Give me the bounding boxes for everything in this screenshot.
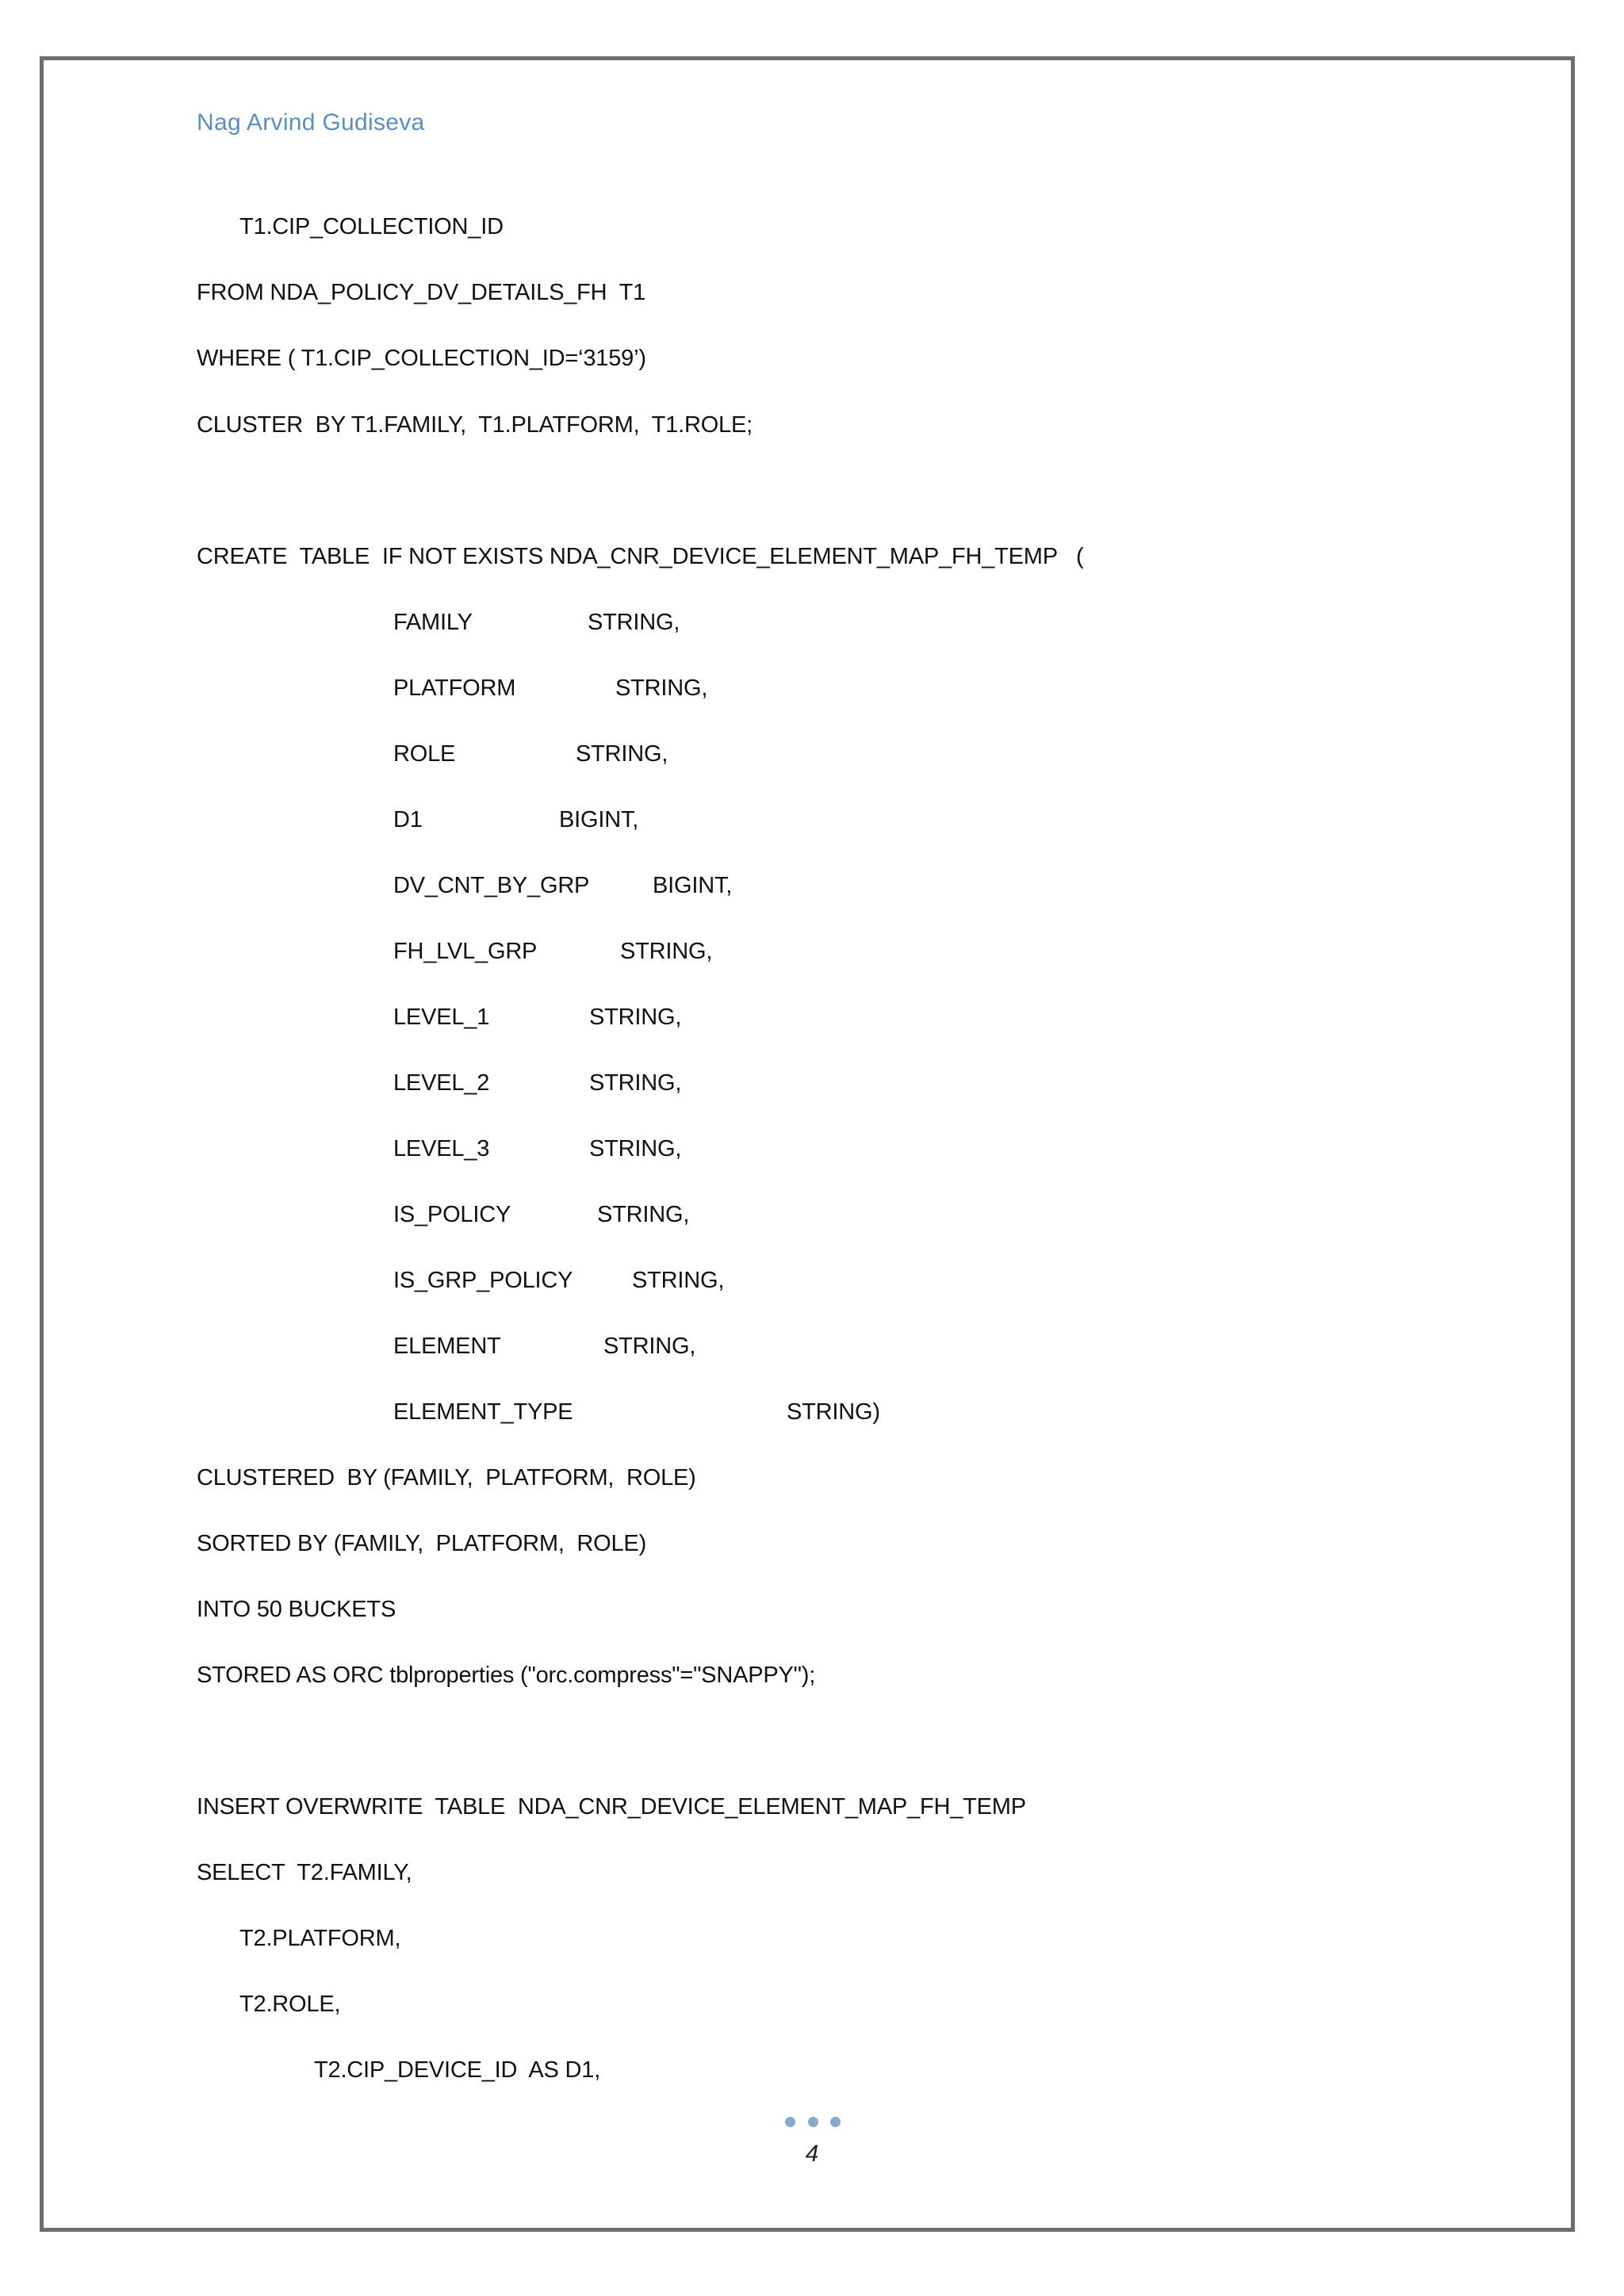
dot-icon — [808, 2117, 818, 2127]
column-name: PLATFORM — [393, 675, 516, 701]
code-line: CREATE TABLE IF NOT EXISTS NDA_CNR_DEVICE_ELEMENT_MAP_FH_TEMP ( — [197, 544, 1084, 569]
column-type: STRING, — [589, 1004, 682, 1030]
column-name: LEVEL_3 — [393, 1136, 490, 1161]
code-line: INTO 50 BUCKETS — [197, 1597, 396, 1622]
code-line: WHERE ( T1.CIP_COLLECTION_ID=‘3159’) — [197, 346, 646, 371]
column-type: BIGINT, — [559, 807, 639, 832]
code-line: T2.ROLE, — [239, 1992, 341, 2017]
column-name: LEVEL_2 — [393, 1070, 490, 1096]
code-line: CLUSTERED BY (FAMILY, PLATFORM, ROLE) — [197, 1465, 696, 1490]
code-line: T2.CIP_DEVICE_ID AS D1, — [314, 2057, 601, 2083]
dot-icon — [785, 2117, 795, 2127]
author-name: Nag Arvind Gudiseva — [197, 109, 425, 136]
code-line: FROM NDA_POLICY_DV_DETAILS_FH T1 — [197, 280, 646, 305]
column-name: FH_LVL_GRP — [393, 939, 538, 964]
column-type: STRING, — [597, 1202, 690, 1227]
column-name: IS_GRP_POLICY — [393, 1268, 573, 1293]
column-type: STRING, — [588, 610, 680, 635]
column-name: FAMILY — [393, 610, 473, 635]
code-line: SORTED BY (FAMILY, PLATFORM, ROLE) — [197, 1531, 647, 1556]
column-name: D1 — [393, 807, 423, 832]
column-type: STRING, — [589, 1070, 682, 1096]
code-line: CLUSTER BY T1.FAMILY, T1.PLATFORM, T1.ROLE; — [197, 412, 753, 438]
code-line: INSERT OVERWRITE TABLE NDA_CNR_DEVICE_ELEMENT_MAP_FH_TEMP — [197, 1794, 1026, 1820]
column-type: STRING, — [576, 741, 668, 767]
column-name: ELEMENT_TYPE — [393, 1399, 573, 1425]
page-number: 4 — [805, 2141, 819, 2167]
code-line: T1.CIP_COLLECTION_ID — [239, 214, 504, 239]
column-type: STRING, — [589, 1136, 682, 1161]
column-type: STRING) — [787, 1399, 880, 1425]
column-name: LEVEL_1 — [393, 1004, 490, 1030]
column-name: ELEMENT — [393, 1334, 501, 1359]
column-type: STRING, — [620, 939, 713, 964]
column-name: DV_CNT_BY_GRP — [393, 873, 590, 898]
column-type: BIGINT, — [653, 873, 733, 898]
code-line: SELECT T2.FAMILY, — [197, 1860, 412, 1885]
code-line: T2.PLATFORM, — [239, 1926, 401, 1951]
dot-icon — [830, 2117, 841, 2127]
column-name: ROLE — [393, 741, 456, 767]
column-name: IS_POLICY — [393, 1202, 511, 1227]
footer-dots — [785, 2117, 841, 2128]
column-type: STRING, — [615, 675, 708, 701]
page-border — [40, 56, 1575, 2232]
column-type: STRING, — [632, 1268, 725, 1293]
code-line: STORED AS ORC tblproperties ("orc.compress"="SNAPPY"); — [197, 1663, 816, 1688]
column-type: STRING, — [603, 1334, 696, 1359]
